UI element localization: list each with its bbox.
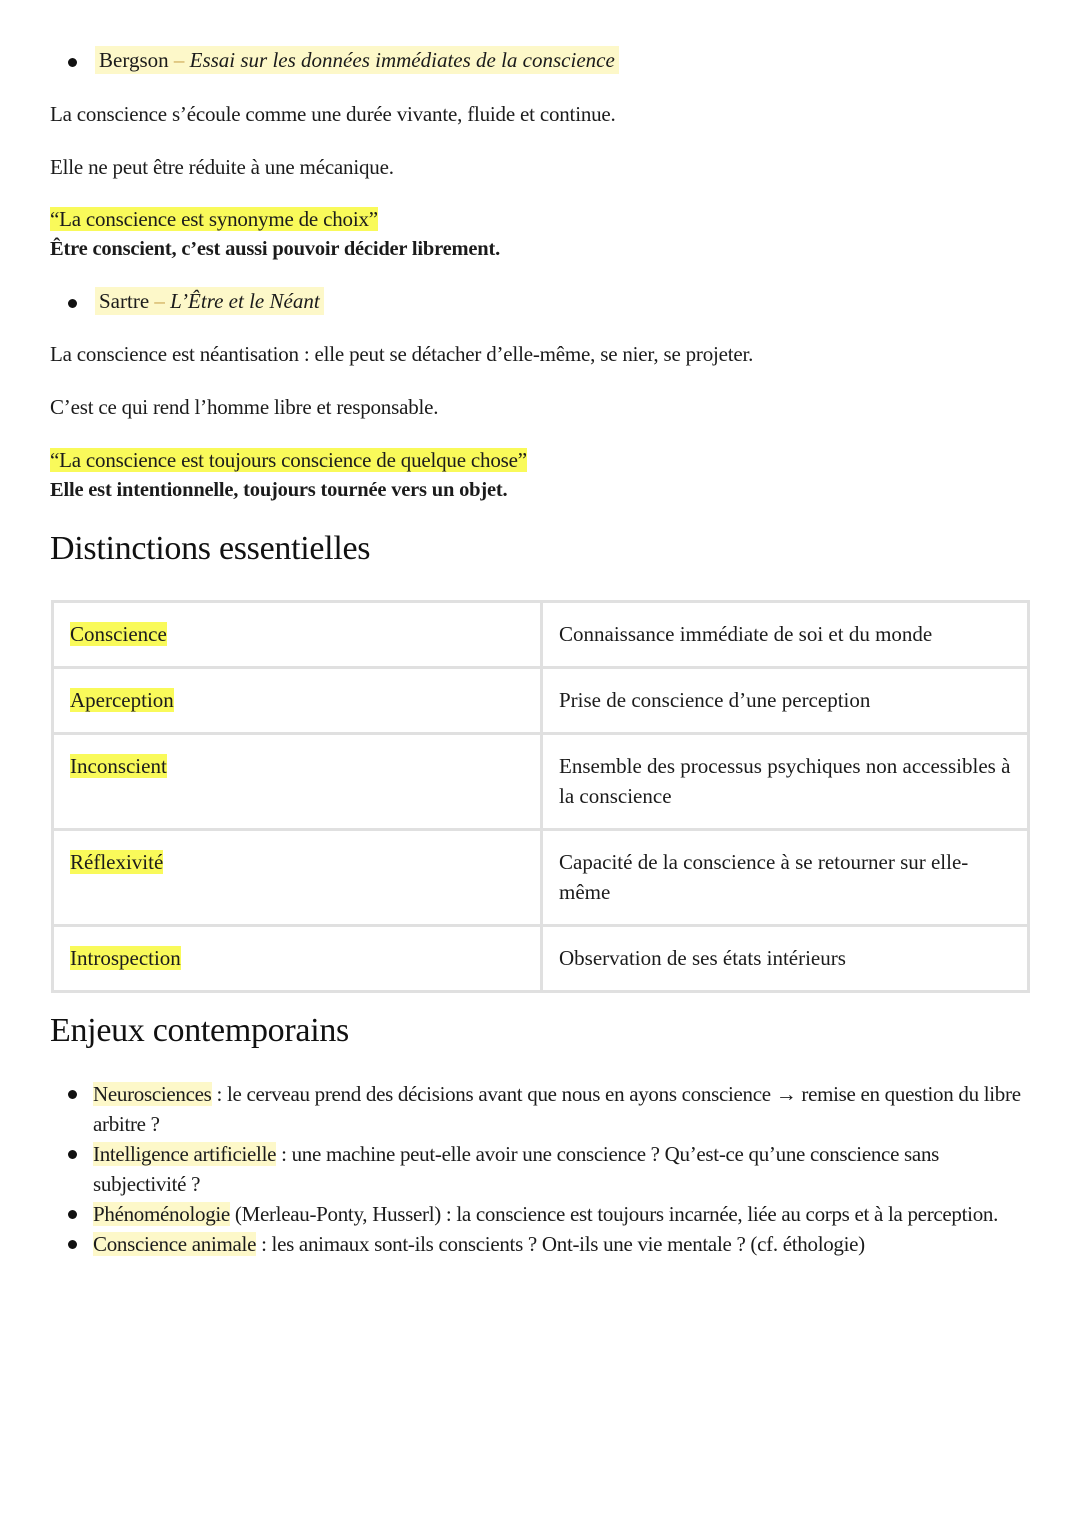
definition: Observation de ses états intérieurs [542,926,1029,992]
author: Sartre [99,289,150,313]
item-text: : une machine peut-elle avoir une conscience ? Qu’est-ce qu’une conscience sans subjectivité ? [93,1142,940,1196]
bullet-icon [68,1240,77,1249]
distinctions-table [51,600,1030,993]
term: Réflexivité [70,850,164,874]
issues-list [50,1079,1035,1259]
list-item [50,1229,1035,1259]
paragraph: La conscience est néantisation : elle peut se détacher d’elle-même, se nier, se projeter. [50,342,754,366]
table-row [53,830,1029,926]
dash: – [168,48,190,72]
author: Bergson [99,48,169,72]
dash: – [149,289,171,313]
table-row [53,734,1029,830]
table-row [53,602,1029,668]
table-row [53,668,1029,734]
table-row [53,926,1029,992]
bergson-bullet [68,48,619,73]
term: Aperception [70,688,174,712]
term: Introspection [70,946,181,970]
bullet-icon [68,1090,77,1099]
item-label: Phénoménologie [93,1202,230,1226]
item-text: : les animaux sont-ils conscients ? Ont-ils une vie mentale ? (cf. éthologie) [256,1232,865,1256]
bullet-icon [68,58,77,67]
work-title: Essai sur les données immédiates de la conscience [189,48,615,72]
section-heading: Distinctions essentielles [50,530,371,567]
list-item [50,1199,1035,1229]
item-text: (Merleau-Ponty, Husserl) : la conscience est toujours incarnée, liée au corps et à la perception. [229,1202,999,1226]
work-title: L’Être et le Néant [170,289,320,313]
item-text: : le cerveau prend des décisions avant que nous en ayons conscience → remise en question du libre arbitre ? [93,1082,1021,1136]
term: Inconscient [70,754,167,778]
bullet-icon [68,1210,77,1219]
definition: Ensemble des processus psychiques non accessibles à la conscience [542,734,1029,830]
bullet-icon [68,1150,77,1159]
list-item [50,1139,1035,1199]
sartre-bullet [68,289,324,314]
section-heading: Enjeux contemporains [50,1012,349,1049]
paragraph: La conscience s’écoule comme une durée vivante, fluide et continue. [50,102,616,126]
quote-explanation: Elle est intentionnelle, toujours tournée vers un objet. [50,479,508,501]
quote-explanation: Être conscient, c’est aussi pouvoir décider librement. [50,238,501,260]
definition: Prise de conscience d’une perception [542,668,1029,734]
list-item [50,1079,1035,1139]
paragraph: C’est ce qui rend l’homme libre et responsable. [50,395,439,419]
item-label: Conscience animale [93,1232,257,1256]
quote: “La conscience est toujours conscience de quelque chose” [50,448,527,472]
item-label: Intelligence artificielle [93,1142,277,1166]
item-label: Neurosciences [93,1082,212,1106]
quote: “La conscience est synonyme de choix” [50,207,378,231]
term: Conscience [70,622,167,646]
paragraph: Elle ne peut être réduite à une mécanique. [50,155,394,179]
bullet-icon [68,299,77,308]
definition: Connaissance immédiate de soi et du monde [542,602,1029,668]
definition: Capacité de la conscience à se retourner sur elle-même [542,830,1029,926]
